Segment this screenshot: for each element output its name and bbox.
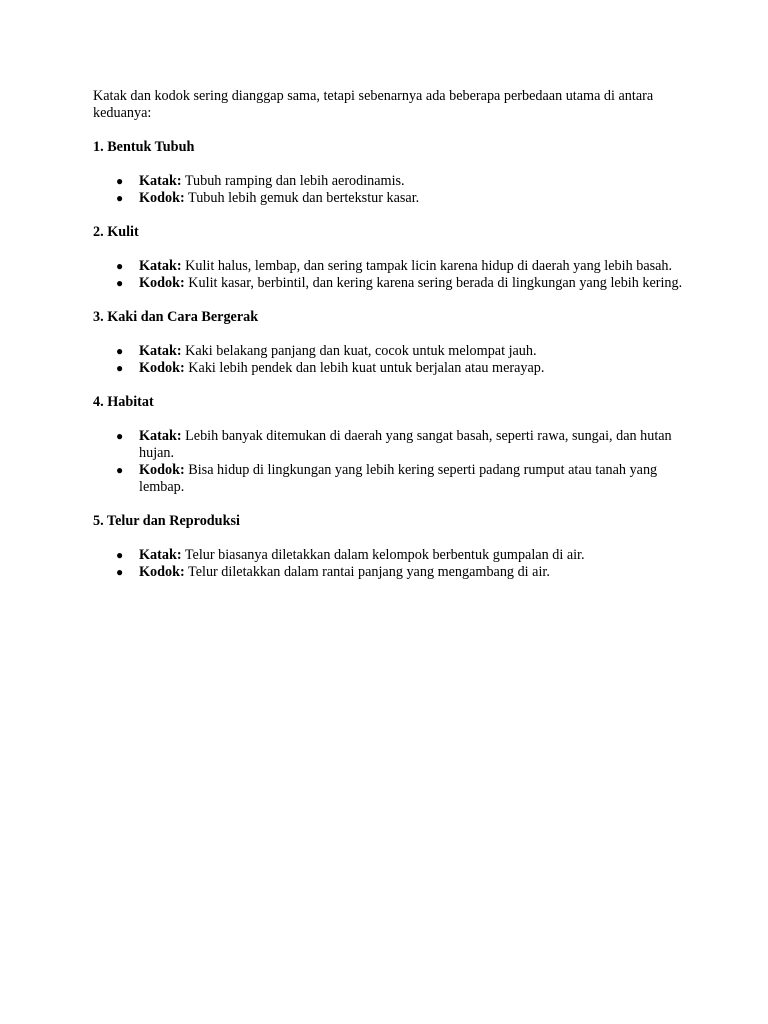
list-item [93, 428, 693, 462]
bullet-icon: ● [116, 344, 124, 358]
section-heading: 1. Bentuk Tubuh [93, 139, 195, 155]
list-item [93, 190, 693, 207]
list-item [93, 462, 693, 496]
bullet-icon: ● [116, 174, 124, 188]
term-label: Katak: [139, 343, 182, 359]
list-item [93, 275, 693, 292]
item-text: Kaki belakang panjang dan kuat, cocok untuk melompat jauh. [185, 343, 537, 359]
bullet-icon: ● [116, 429, 124, 443]
term-label: Kodok: [139, 462, 185, 478]
section-heading: 3. Kaki dan Cara Bergerak [93, 309, 259, 325]
bullet-list [93, 258, 693, 292]
item-text: Kulit kasar, berbintil, dan kering karena sering berada di lingkungan yang lebih kering. [188, 275, 683, 291]
bullet-list [93, 173, 693, 207]
item-text: Tubuh ramping dan lebih aerodinamis. [184, 173, 405, 189]
section-kulit [93, 224, 693, 292]
term-label: Kodok: [139, 360, 185, 376]
bullet-icon: ● [116, 565, 124, 579]
bullet-icon: ● [116, 276, 124, 290]
term-label: Katak: [139, 547, 182, 563]
section-kaki-dan-cara-bergerak [93, 309, 693, 377]
item-text: Kulit halus, lembap, dan sering tampak licin karena hidup di daerah yang lebih basah. [185, 258, 673, 274]
section-heading: 4. Habitat [93, 394, 154, 410]
item-text: Telur biasanya diletakkan dalam kelompok berbentuk gumpalan di air. [184, 547, 585, 563]
section-bentuk-tubuh [93, 139, 693, 207]
section-telur-dan-reproduksi [93, 513, 693, 581]
bullet-list [93, 343, 693, 377]
list-item [93, 564, 693, 581]
term-label: Katak: [139, 173, 182, 189]
bullet-icon: ● [116, 463, 124, 477]
item-text: Lebih banyak ditemukan di daerah yang sangat basah, seperti rawa, sungai, dan hutan hujan. [139, 428, 672, 461]
item-text: Tubuh lebih gemuk dan bertekstur kasar. [188, 190, 420, 206]
bullet-icon: ● [116, 548, 124, 562]
list-item [93, 547, 693, 564]
bullet-icon: ● [116, 361, 124, 375]
bullet-list [93, 428, 693, 496]
list-item [93, 343, 693, 360]
list-item [93, 173, 693, 190]
term-label: Katak: [139, 258, 182, 274]
bullet-icon: ● [116, 191, 124, 205]
list-item [93, 258, 693, 275]
term-label: Kodok: [139, 275, 185, 291]
document-page [93, 88, 693, 598]
list-item [93, 360, 693, 377]
intro-paragraph: Katak dan kodok sering dianggap sama, tetapi sebenarnya ada beberapa perbedaan utama di antara keduanya: [93, 88, 654, 121]
bullet-list [93, 547, 693, 581]
bullet-icon: ● [116, 259, 124, 273]
section-heading: 2. Kulit [93, 224, 139, 240]
term-label: Kodok: [139, 564, 185, 580]
item-text: Telur diletakkan dalam rantai panjang yang mengambang di air. [188, 564, 550, 580]
term-label: Kodok: [139, 190, 185, 206]
section-habitat [93, 394, 693, 496]
term-label: Katak: [139, 428, 182, 444]
item-text: Bisa hidup di lingkungan yang lebih kering seperti padang rumput atau tanah yang lembap. [139, 462, 658, 495]
item-text: Kaki lebih pendek dan lebih kuat untuk berjalan atau merayap. [188, 360, 545, 376]
section-heading: 5. Telur dan Reproduksi [93, 513, 240, 529]
